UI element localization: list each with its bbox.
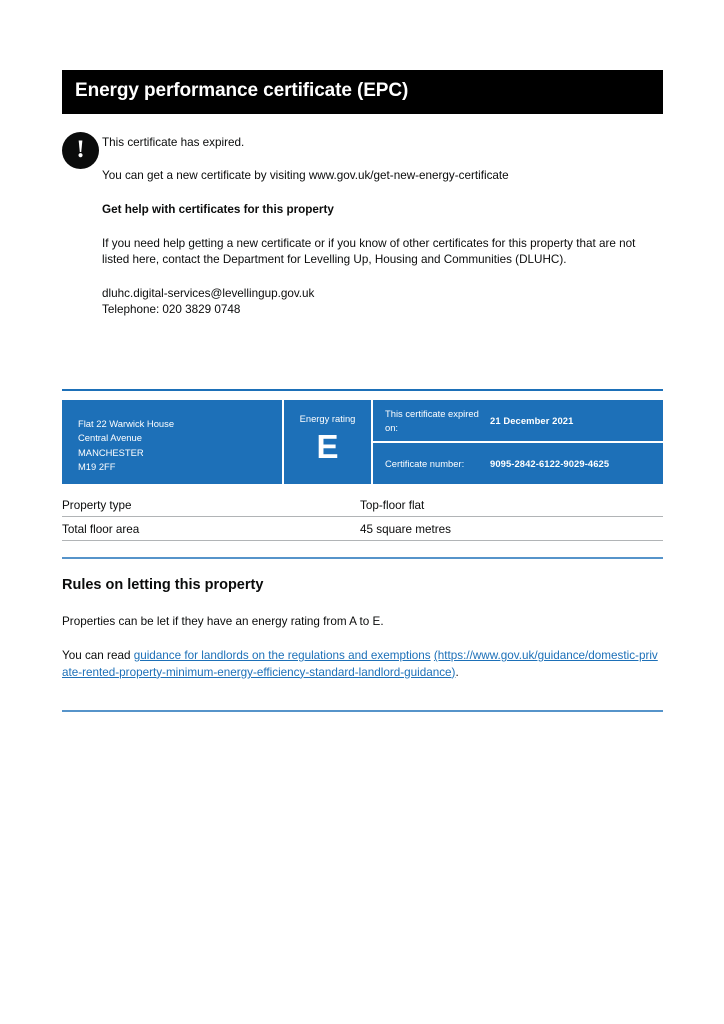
section-divider-rule: [62, 557, 663, 559]
total-floor-area-label: Total floor area: [62, 523, 140, 537]
address-postcode: M19 2FF: [78, 460, 116, 472]
property-address: [62, 400, 282, 484]
property-details-table: [62, 493, 663, 541]
footer-rule: [62, 710, 663, 712]
expired-status-text: This certificate has expired.: [102, 135, 245, 149]
expired-notice: [62, 132, 663, 319]
help-body-text: If you need help getting a new certificate or if you know of other certificates for this property that are not listed here, contact the Department for Levelling Up, Housing and Communities (DLUHC).: [102, 236, 636, 267]
table-row: [62, 493, 663, 517]
letting-rules-section: [62, 577, 663, 681]
energy-rating-label: Energy rating: [299, 413, 356, 425]
letting-rules-heading: Rules on letting this property: [62, 577, 264, 594]
guidance-prefix-text: You can read: [62, 649, 134, 663]
page-title-banner: [62, 70, 663, 114]
certificate-summary-banner: [62, 400, 663, 484]
energy-rating-panel: [284, 400, 371, 484]
total-floor-area-value: 45 square metres: [360, 523, 451, 537]
landlord-guidance-url[interactable]: (https://www.gov.uk/guidance/domestic-private-rented-property-minimum-energy-efficiency-standard-landlord-guidance): [62, 649, 658, 679]
help-heading: Get help with certificates for this property: [102, 203, 334, 217]
expiry-value: 21 December 2021: [490, 415, 574, 427]
certificate-number-row: [373, 443, 663, 484]
property-type-value: Top-floor flat: [360, 499, 425, 513]
table-row: [62, 517, 663, 541]
certificate-number-value: 9095-2842-6122-9029-4625: [490, 458, 610, 470]
address-line-2: Central Avenue: [78, 432, 142, 444]
exclamation-glyph: !: [76, 136, 85, 164]
exclamation-icon: [62, 132, 99, 169]
renew-certificate-text: You can get a new certificate by visiting www.gov.uk/get-new-energy-certificate: [102, 169, 509, 183]
address-line-3: MANCHESTER: [78, 446, 144, 458]
property-type-label: Property type: [62, 499, 132, 513]
expiry-label: This certificate expired on:: [385, 407, 479, 433]
certificate-meta: [373, 400, 663, 484]
landlord-guidance-link[interactable]: guidance for landlords on the regulations and exemptions: [133, 649, 431, 663]
expired-notice-body: [102, 132, 663, 319]
expiry-row: [373, 400, 663, 441]
summary-top-rule: [62, 389, 663, 391]
energy-rating-value: E: [316, 428, 339, 466]
epc-document: [62, 0, 663, 712]
help-email[interactable]: dluhc.digital-services@levellingup.gov.uk: [102, 286, 315, 300]
address-line-1: Flat 22 Warwick House: [78, 418, 175, 430]
letting-guidance-paragraph: [62, 648, 663, 681]
page-title: Energy performance certificate (EPC): [75, 80, 409, 101]
letting-rules-lead: Properties can be let if they have an energy rating from A to E.: [62, 615, 384, 629]
guidance-period: .: [455, 665, 459, 679]
help-telephone: Telephone: 020 3829 0748: [102, 303, 241, 317]
certificate-number-label: Certificate number:: [385, 457, 465, 469]
certificate-summary-section: [62, 389, 663, 559]
